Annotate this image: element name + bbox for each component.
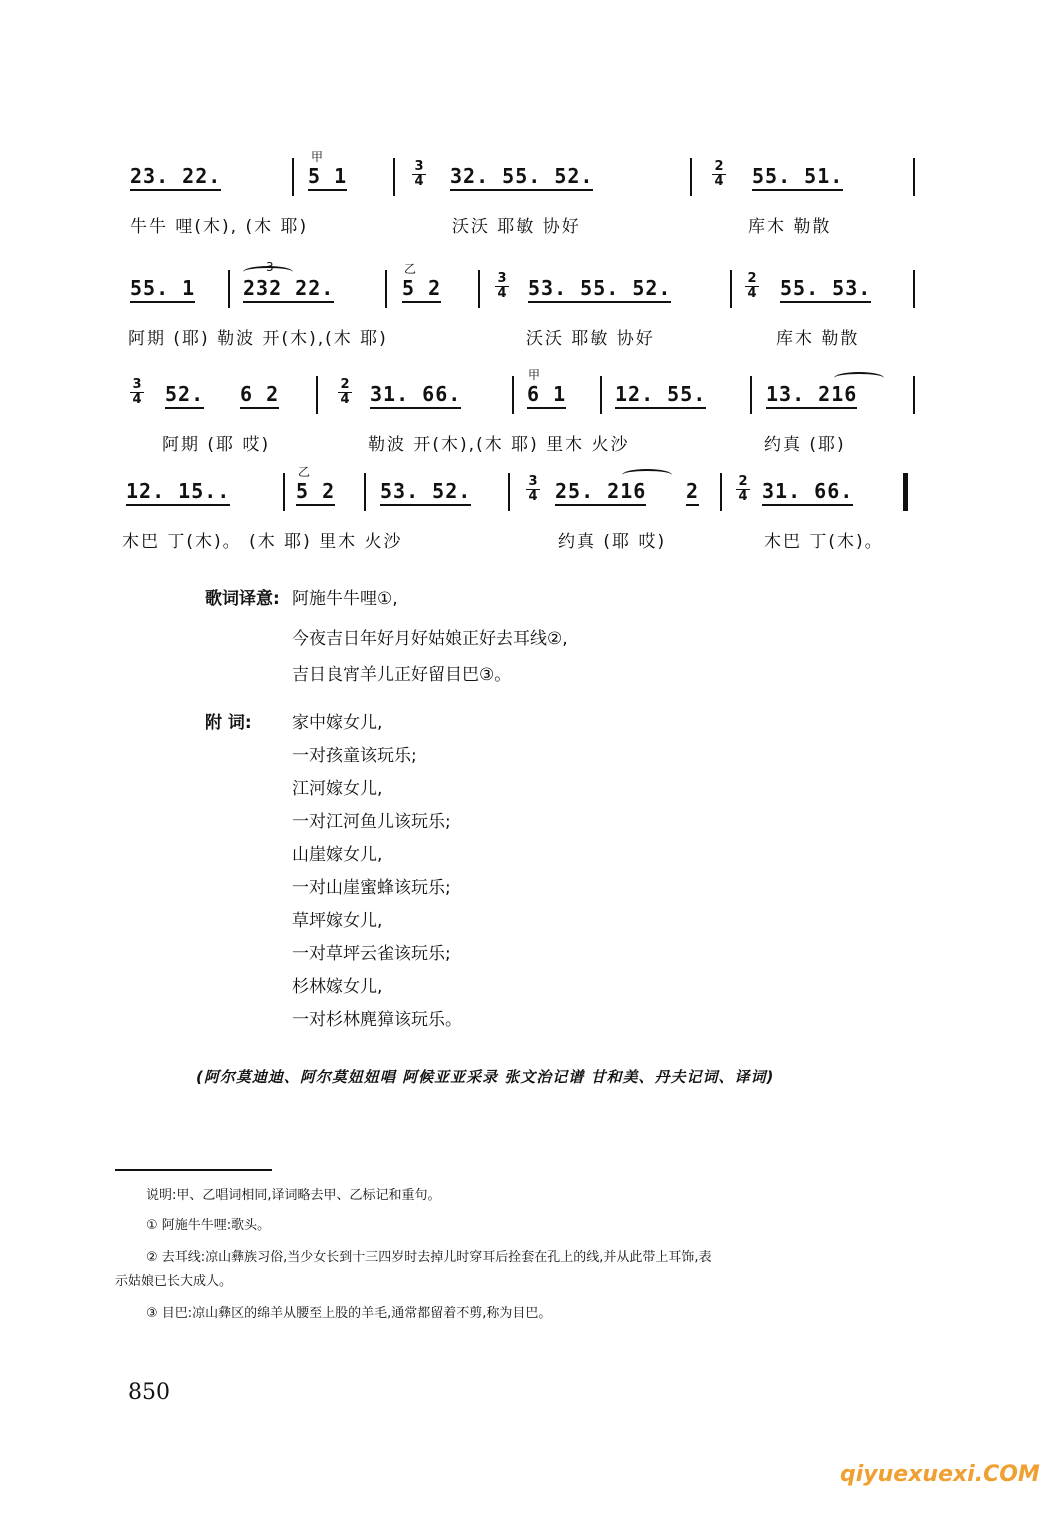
- slur-mark: [243, 266, 293, 278]
- footnote-2: ② 去耳线:凉山彝族习俗,当少女长到十三四岁时去掉儿时穿耳后拴套在孔上的线,并从此带上耳饰,表: [146, 1250, 712, 1265]
- score-row-4: [0, 465, 1054, 565]
- footnote-2-cont: 示姑娘已长大成人。: [115, 1274, 233, 1289]
- translation-line-1: 阿施牛牛哩①,: [292, 589, 398, 609]
- page-number: 850: [128, 1380, 170, 1405]
- appendix-line-1: 家中嫁女儿,: [292, 713, 383, 733]
- bar-line: [913, 270, 915, 308]
- bar-line: [508, 473, 510, 511]
- time-signature: [745, 272, 759, 301]
- appendix-line-2: 一对孩童该玩乐;: [292, 746, 417, 766]
- score-row-3: [0, 368, 1054, 468]
- voice-mark: 甲: [311, 150, 324, 164]
- time-signature-numerator: 2: [338, 378, 352, 393]
- bar-line: [364, 473, 366, 511]
- appendix-label: 附 词:: [205, 713, 252, 733]
- bar-line: [750, 376, 752, 414]
- note-group: 13. 216: [766, 382, 857, 409]
- note-group: 5 1: [308, 164, 347, 191]
- footnote-3: ③ 目巴:凉山彝区的绵羊从腰至上股的羊毛,通常都留着不剪,称为目巴。: [146, 1306, 552, 1321]
- time-signature-denominator: 4: [714, 174, 724, 189]
- watermark-logo: qiyuexuexi.COM: [840, 1462, 1040, 1487]
- lyric-line: 勒波 开(木),(木 耶) 里木 火沙: [368, 435, 630, 455]
- appendix-line-10: 一对杉林麂獐该玩乐。: [292, 1010, 462, 1030]
- lyric-line: 沃沃 耶敏 协好: [452, 217, 581, 237]
- note-group: 53. 55. 52.: [528, 276, 671, 303]
- lyric-line: 阿期 (耶 哎): [162, 435, 271, 455]
- time-signature-denominator: 4: [132, 392, 142, 407]
- bar-line: [385, 270, 387, 308]
- bar-line: [600, 376, 602, 414]
- note-group: 53. 52.: [380, 479, 471, 506]
- lyric-line: 木巴 丁(木)。 (木 耶) 里木 火沙: [122, 532, 403, 552]
- lyric-line: 沃沃 耶敏 协好: [526, 329, 655, 349]
- bar-line: [720, 473, 722, 511]
- slur-mark: [622, 469, 672, 481]
- bar-line: [228, 270, 230, 308]
- appendix-line-4: 一对江河鱼儿该玩乐;: [292, 812, 451, 832]
- lyric-line: 约真 (耶): [764, 435, 846, 455]
- note-group: 32. 55. 52.: [450, 164, 593, 191]
- time-signature-numerator: 3: [412, 160, 426, 175]
- time-signature: [130, 378, 144, 407]
- translation-label: 歌词译意:: [205, 589, 280, 609]
- time-signature-numerator: 2: [736, 475, 750, 490]
- time-signature-denominator: 4: [528, 489, 538, 504]
- bar-line: [690, 158, 692, 196]
- bar-line: [730, 270, 732, 308]
- voice-mark: 乙: [404, 262, 417, 276]
- note-group: 25. 216: [555, 479, 646, 506]
- footnote-rule: [115, 1169, 272, 1171]
- time-signature-denominator: 4: [414, 174, 424, 189]
- time-signature-numerator: 2: [712, 160, 726, 175]
- slur-mark: [834, 372, 884, 384]
- footnote-1: ① 阿施牛牛哩:歌头。: [146, 1218, 271, 1233]
- lyric-line: 牛牛 哩(木), (木 耶): [130, 217, 309, 237]
- time-signature: [736, 475, 750, 504]
- appendix-line-5: 山崖嫁女儿,: [292, 845, 383, 865]
- note-group: 52.: [165, 382, 204, 409]
- time-signature-denominator: 4: [497, 286, 507, 301]
- note-group: 31. 66.: [370, 382, 461, 409]
- voice-mark: 乙: [298, 465, 311, 479]
- note-group: 23. 22.: [130, 164, 221, 191]
- appendix-line-3: 江河嫁女儿,: [292, 779, 383, 799]
- bar-line: [316, 376, 318, 414]
- lyric-line: 木巴 丁(木)。: [764, 532, 884, 552]
- score-row-2: [0, 262, 1054, 362]
- note-group: 31. 66.: [762, 479, 853, 506]
- time-signature: [712, 160, 726, 189]
- note-group: 6 1: [527, 382, 566, 409]
- bar-line: [478, 270, 480, 308]
- note-group: 232 22.: [243, 276, 334, 303]
- voice-mark: 甲: [528, 368, 541, 382]
- lyric-line: 阿期 (耶) 勒波 开(木),(木 耶): [128, 329, 388, 349]
- note-group: 5 2: [296, 479, 335, 506]
- lyric-line: 约真 (耶 哎): [558, 532, 667, 552]
- lyric-line: 库木 勒散: [776, 329, 860, 349]
- time-signature: [412, 160, 426, 189]
- appendix-line-7: 草坪嫁女儿,: [292, 911, 383, 931]
- note-group: 6 2: [240, 382, 279, 409]
- appendix-line-6: 一对山崖蜜蜂该玩乐;: [292, 878, 451, 898]
- note-group: 5 2: [402, 276, 441, 303]
- score-row-1: [0, 150, 1054, 250]
- note-group: 55. 53.: [780, 276, 871, 303]
- time-signature-numerator: 3: [130, 378, 144, 393]
- note-group: 55. 51.: [752, 164, 843, 191]
- time-signature: [526, 475, 540, 504]
- credit-line: (阿尔莫迪迪、阿尔莫妞妞唱 阿候亚亚采录 张文治记谱 甘和美、丹夫记词、译词): [196, 1068, 775, 1086]
- time-signature-numerator: 2: [745, 272, 759, 287]
- appendix-line-9: 杉林嫁女儿,: [292, 977, 383, 997]
- time-signature-numerator: 3: [526, 475, 540, 490]
- bar-line: [393, 158, 395, 196]
- bar-line: [913, 376, 915, 414]
- bar-line: [292, 158, 294, 196]
- footnote-note: 说明:甲、乙唱词相同,译词略去甲、乙标记和重句。: [146, 1188, 441, 1203]
- translation-line-2: 今夜吉日年好月好姑娘正好去耳线②,: [292, 629, 568, 649]
- time-signature-numerator: 3: [495, 272, 509, 287]
- bar-line: [903, 473, 908, 511]
- note-group: 2: [686, 479, 699, 506]
- time-signature-denominator: 4: [738, 489, 748, 504]
- lyric-line: 库木 勒散: [748, 217, 832, 237]
- note-group: 12. 15..: [126, 479, 230, 506]
- time-signature: [338, 378, 352, 407]
- voice-mark: 3: [266, 260, 274, 274]
- bar-line: [512, 376, 514, 414]
- note-group: 12. 55.: [615, 382, 706, 409]
- appendix-line-8: 一对草坪云雀该玩乐;: [292, 944, 451, 964]
- bar-line: [913, 158, 915, 196]
- time-signature-denominator: 4: [747, 286, 757, 301]
- time-signature: [495, 272, 509, 301]
- note-group: 55. 1: [130, 276, 195, 303]
- translation-line-3: 吉日良宵羊儿正好留目巴③。: [292, 665, 512, 685]
- bar-line: [283, 473, 285, 511]
- time-signature-denominator: 4: [340, 392, 350, 407]
